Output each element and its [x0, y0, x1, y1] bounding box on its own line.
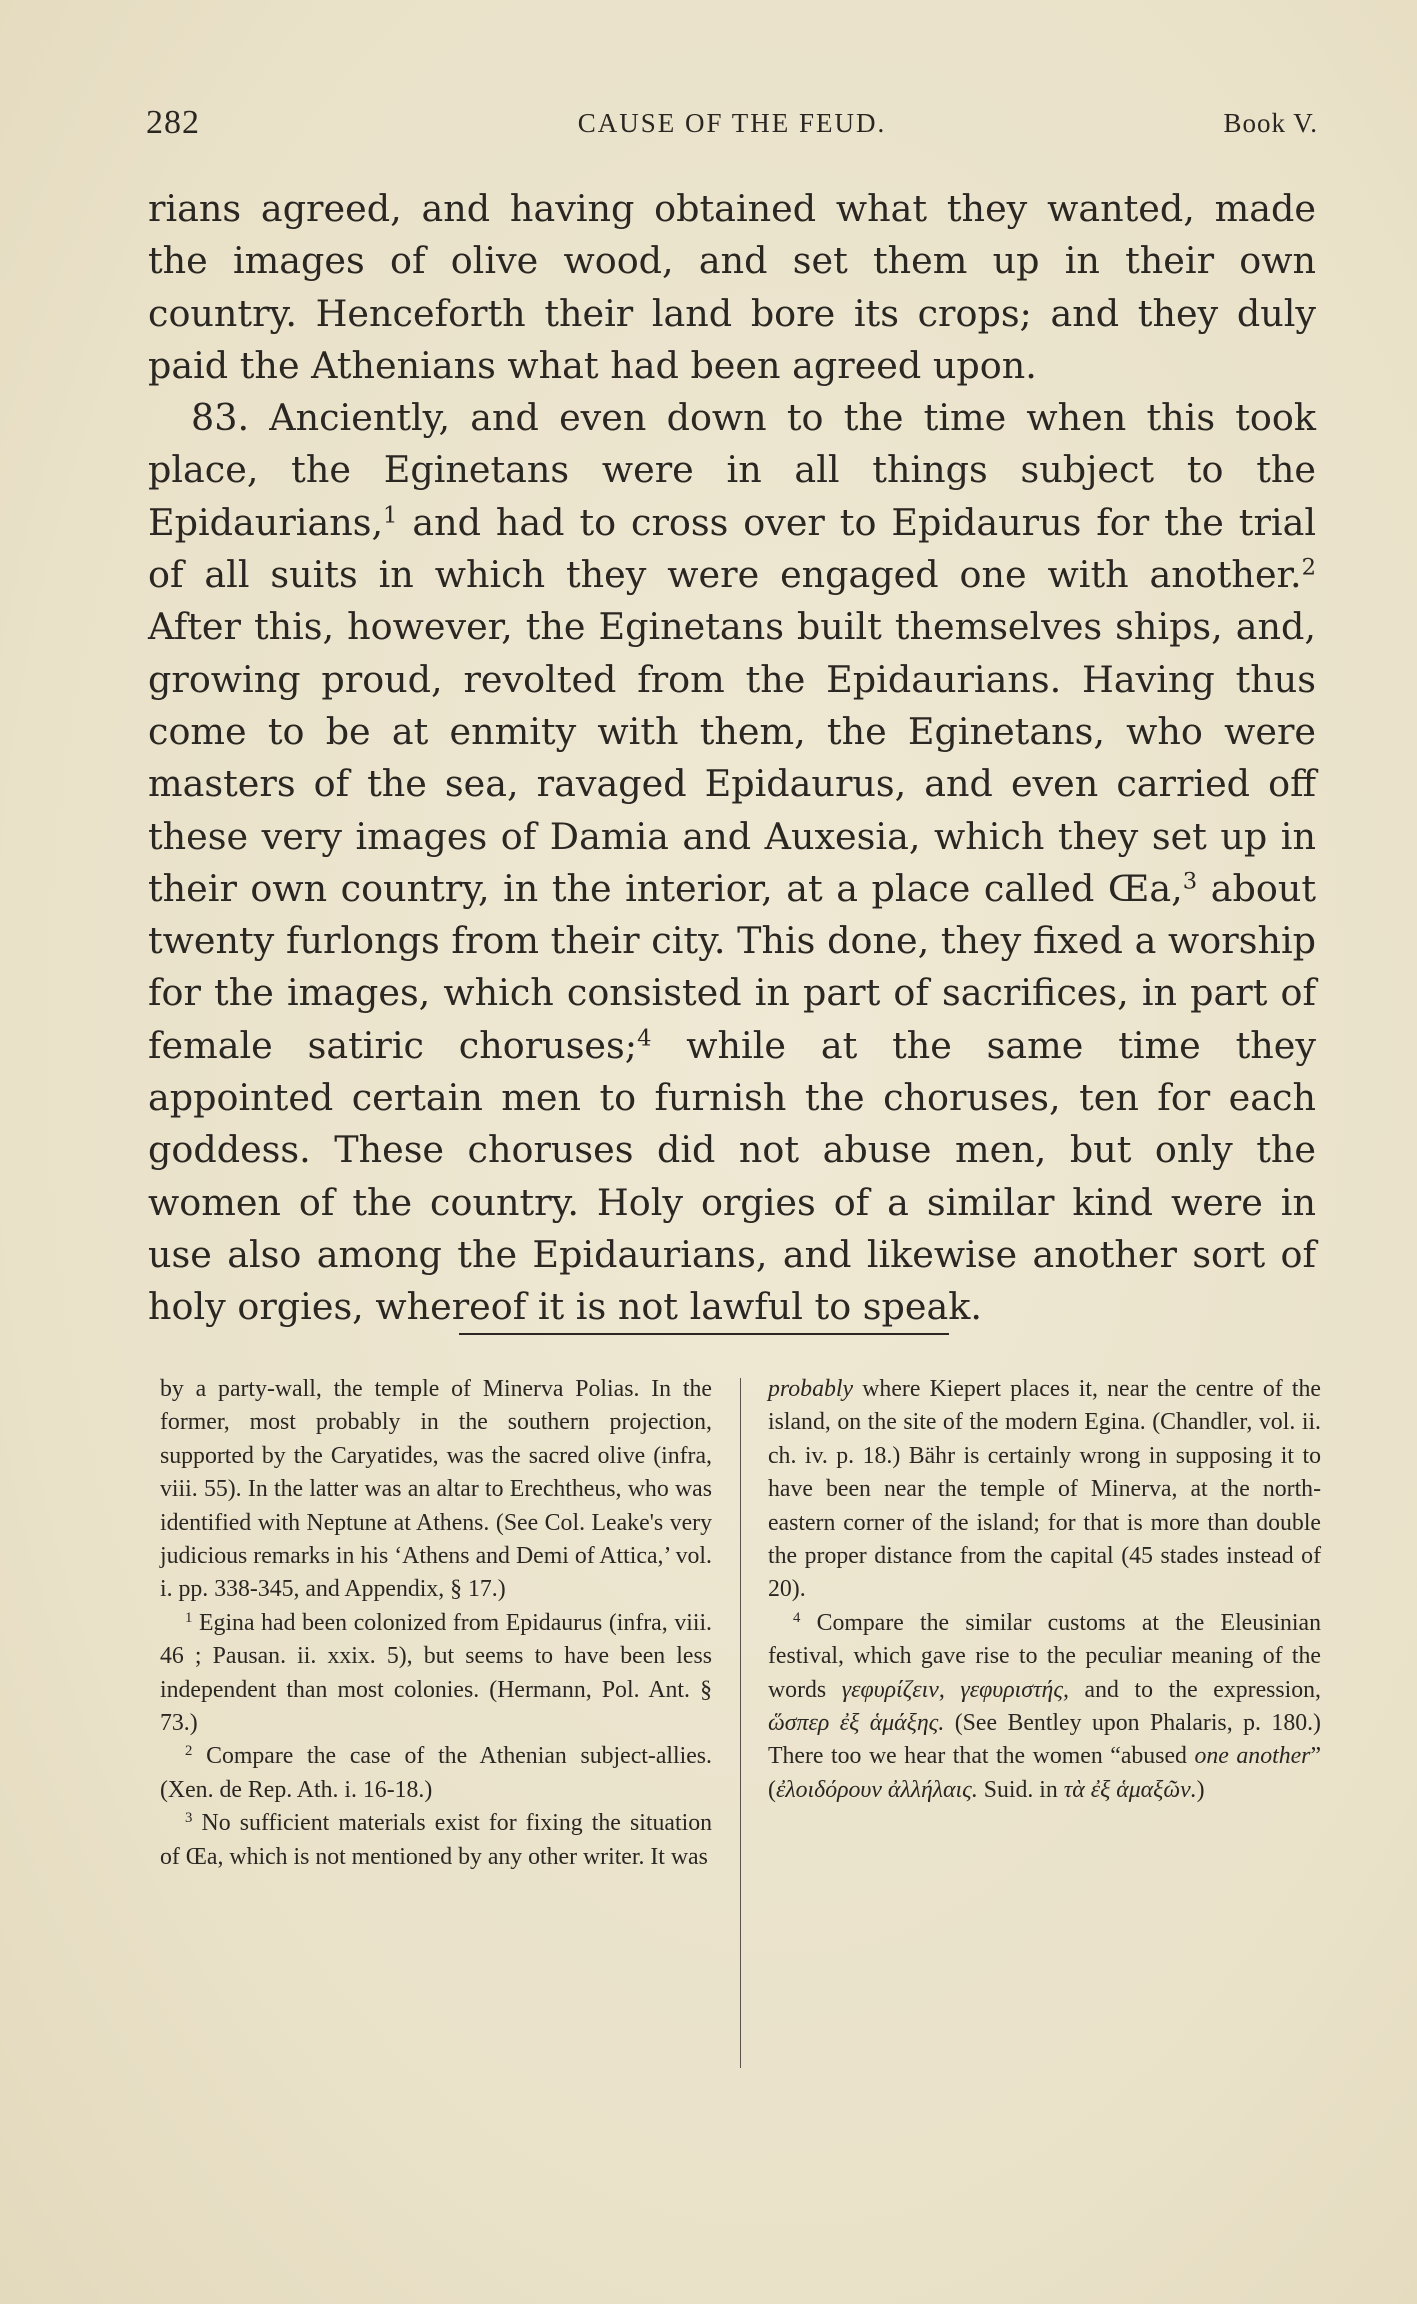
footnote-1: [160, 1607, 712, 1741]
column-divider: [740, 1378, 741, 2068]
paragraph-83: [148, 392, 1316, 1333]
footnote-text: ” (: [768, 1743, 1321, 1803]
footnote-text: Egina had been colonized from Epidaurus (infra, viii. 46 ; Pausan. ii. xxix. 5), but seems to have been less independent than most colonies. (Hermann, Pol. Ant. § 73.): [160, 1609, 712, 1737]
footnote-text: ): [1196, 1776, 1205, 1803]
greek-text: τὰ ἐξ ἁμαξῶν.: [1063, 1776, 1197, 1803]
greek-text: ἐλοιδόρουν ἀλλήλαις.: [775, 1776, 978, 1803]
main-text: [148, 183, 1316, 1334]
footnote-text: No sufficient materials exist for fixing the situation of Œa, which is not mentioned by any other writer. It was: [160, 1810, 712, 1870]
footnote-3: [160, 1807, 712, 1874]
text-segment: After this, however, the Eginetans built themselves ships, and, growing proud, revolted from the Epidaurians. Having thus come to be at enmity with them, the Eginetans, who were masters of the sea, ravaged Epidaurus, and even carried off these very images of Damia and Auxesia, which they set up in their own country, in the interior, at a place called Œa,: [148, 605, 1316, 910]
running-header: [146, 98, 1318, 148]
footnote-text: Compare the case of the Athenian subject-allies. (Xen. de Rep. Ath. i. 16-18.): [160, 1743, 712, 1803]
footnote-text: Suid. in: [977, 1776, 1064, 1803]
footnote-ref: 2: [1301, 554, 1316, 581]
book-label: Book V.: [1223, 108, 1318, 138]
footnote-text: and to the expression,: [1068, 1676, 1322, 1703]
footnote-4: [768, 1607, 1321, 1807]
text-segment: 83. Anciently, and even down to the time when this took place, the Eginetans were in all things subject to the Epidaurians,: [148, 396, 1316, 544]
footnote-2: [160, 1740, 712, 1807]
footnotes-right-column: [768, 1373, 1321, 1807]
footnote-ref: 4: [637, 1025, 652, 1052]
footnote-text: (See Bentley upon Phalaris, p. 180.) There too we hear that the women “abused: [768, 1710, 1321, 1770]
footnote-marker: 4: [793, 1609, 801, 1626]
footnote-text: where Kiepert places it, near the centre of the island, on the site of the modern Egina. (Chandler, vol. ii. ch. iv. p. 18.) Bähr is certainly wrong in supposing it to have been near the temple of Minerva, at the north-eastern corner of the island; for that is more than double the proper distance from the capital (45 stades instead of 20).: [768, 1376, 1321, 1603]
footnote-marker: 1: [185, 1609, 193, 1626]
text-segment: while at the same time they appointed certain men to furnish the choruses, ten for each goddess. These choruses did not abuse men, but only the women of the country. Holy orgies of a similar kind were in use also among the Epidaurians, and likewise another sort of holy orgies, whereof it is not lawful to speak.: [148, 1023, 1316, 1329]
footnote-rule: [459, 1333, 949, 1335]
footnote-marker: 2: [185, 1743, 193, 1760]
footnote-continued: by a party-wall, the temple of Minerva Polias. In the former, most probably in the southern projection, supported by the Caryatides, was the sacred olive (infra, viii. 55). In the latter was an altar to Erechtheus, who was identified with Neptune at Athens. (See Col. Leake's very judicious remarks in his ‘Athens and Demi of Attica,’ vol. i. pp. 338-345, and Appendix, § 17.): [160, 1376, 712, 1603]
paragraph-continued: rians agreed, and having obtained what they wanted, made the images of olive wood, and set them up in their own country. Henceforth their land bore its crops; and they duly paid the Athenians what had been agreed upon.: [148, 187, 1316, 387]
text-segment: about twenty furlongs from their city. This done, they fixed a worship for the images, which consisted in part of sacrifices, in part of female satiric choruses;: [148, 866, 1316, 1067]
greek-text: γεφυρίζειν, γεφυριστής,: [841, 1676, 1069, 1703]
footnote-3-continued: [768, 1373, 1321, 1607]
footnote-italic: probably: [768, 1376, 854, 1402]
footnote-italic: one another: [1194, 1743, 1311, 1770]
footnote-marker: 3: [185, 1810, 193, 1827]
greek-text: ὥσπερ ἐξ ἁμάξης.: [768, 1710, 945, 1737]
running-title: CAUSE OF THE FEUD.: [577, 108, 887, 138]
text-segment: and had to cross over to Epidaurus for the trial of all suits in which they were engaged one with another.: [148, 500, 1316, 597]
footnotes-left-column: [160, 1373, 712, 1874]
footnote-ref: 1: [383, 502, 398, 529]
page-number: 282: [146, 104, 200, 141]
footnote-text: Compare the similar customs at the Eleusinian festival, which gave rise to the peculiar meaning of the words: [768, 1609, 1321, 1703]
footnote-ref: 3: [1182, 868, 1198, 895]
